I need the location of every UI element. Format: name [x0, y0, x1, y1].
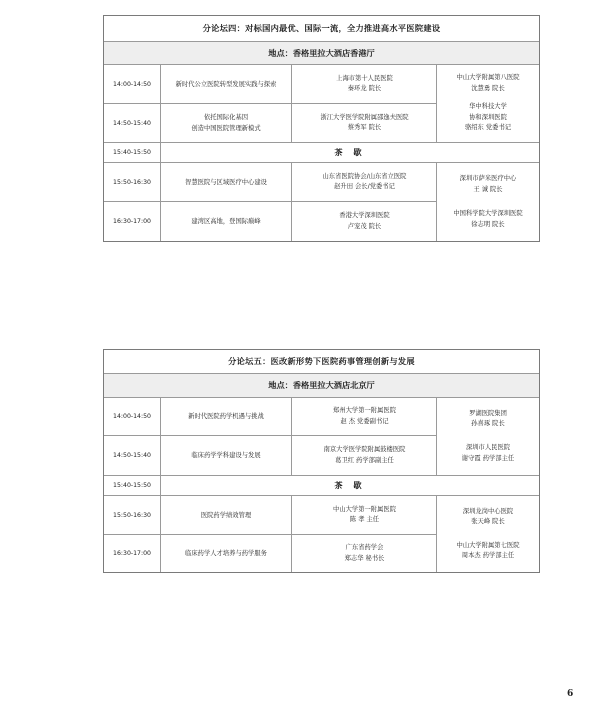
session-speaker: 中山大学附属第八医院 沈慧勇 院长: [456, 74, 520, 92]
forum5-pair2-left: [104, 496, 437, 572]
session-speaker: 罗湖医院集团 孙喜琢 院长: [469, 409, 507, 428]
forum5-venue-row: [104, 373, 539, 397]
forum4-session-pair-2: [104, 162, 539, 241]
forum4-pair1-left: [104, 65, 437, 142]
forum5-pair1-left: [104, 398, 437, 475]
forum4-pair2-left: [104, 163, 437, 241]
forum5-title-row: [104, 350, 539, 373]
session-speaker: 上海市第十人民医院 秦环龙 院长: [336, 74, 393, 92]
forum5-table: [103, 349, 540, 573]
session-time: 14:00-14:50: [104, 65, 161, 103]
session-time: 15:50-16:30: [104, 163, 161, 201]
forum5-session-pair-2: [104, 495, 539, 572]
session-speaker: 香港大学深圳医院 卢宠茂 院长: [339, 212, 390, 230]
break-time: 15:40-15:50: [104, 476, 161, 495]
forum4-table: [103, 15, 540, 242]
session-speaker: 郑州大学第一附属医院 赵 杰 党委副书记: [333, 407, 396, 425]
forum5-venue: 地点：香格里拉大酒店北京厅: [268, 380, 375, 390]
session-time: 15:50-16:30: [104, 496, 161, 534]
session-speaker: 深圳市萨米医疗中心 王 诚 院长: [459, 175, 517, 193]
forum4-title-row: [104, 16, 539, 41]
session-topic: 智慧医院与区域医疗中心建设: [161, 163, 292, 201]
forum5-pair2-right: [437, 496, 539, 572]
forum4-break-row: [104, 142, 539, 162]
session-time: 16:30-17:00: [104, 535, 161, 572]
session-topic: 新时代公立医院转型发展实践与探索: [161, 65, 292, 103]
session-time: 14:50-15:40: [104, 104, 161, 142]
session-topic: 临床药学学科建设与发展: [161, 436, 292, 475]
forum4-title: 分论坛四：对标国内最优、国际一流，全力推进高水平医院建设: [202, 23, 441, 33]
session-topic: 临床药学人才培养与药学服务: [161, 535, 292, 572]
session-speaker: 山东省医院协会/山东省立医院 赵升田 会长/党委书记: [322, 172, 407, 190]
session-topic: 医院药学绩效管理: [161, 496, 292, 534]
forum5-pair1-right: [437, 398, 539, 475]
session-speaker: 中山大学第一附属医院 陈 孝 主任: [333, 505, 396, 523]
session-speaker: 深圳龙岗中心医院 张天峰 院长: [462, 507, 514, 525]
table-row: [104, 398, 437, 435]
table-row: [104, 65, 437, 103]
forum5-break-row: [104, 475, 539, 495]
session-speaker: 南京大学医学院附属鼓楼医院 葛卫红 药学部副主任: [323, 446, 406, 464]
session-speaker: 深圳市人民医院 谢守霞 药学部主任: [461, 444, 515, 462]
table-row: [104, 435, 437, 475]
session-time: 14:00-14:50: [104, 398, 161, 435]
table-row: [104, 534, 437, 572]
forum4-venue: 地点：香格里拉大酒店香港厅: [268, 47, 375, 58]
session-speaker: 中国科学院大学深圳医院 徐志明 院长: [453, 210, 523, 228]
table-row: [104, 163, 437, 201]
forum4-pair1-right: [437, 65, 539, 142]
session-speaker: 中山大学附属第七医院 周本杰 药学部主任: [456, 541, 520, 559]
break-label: 茶 歇: [334, 480, 366, 490]
session-topic: 新时代医院药学机遇与挑战: [161, 398, 292, 435]
session-speaker: 浙江大学医学院附属邵逸夫医院 蔡秀军 院长: [320, 113, 409, 131]
forum4-pair2-right: [437, 163, 539, 241]
forum4-session-pair-1: [104, 64, 539, 142]
table-row: [104, 496, 437, 534]
break-label: 茶 歇: [334, 147, 366, 157]
table-row: [104, 201, 437, 241]
session-speaker: 广东省药学会 郑志华 秘书长: [344, 544, 385, 562]
forum5-session-pair-1: [104, 397, 539, 475]
page-number: 6: [567, 689, 574, 699]
session-time: 14:50-15:40: [104, 436, 161, 475]
session-speaker: 华中科技大学 协和深圳医院 骆绍东 党委书记: [464, 103, 512, 132]
forum5-title: 分论坛五：医改新形势下医院药事管理创新与发展: [228, 356, 415, 366]
forum4-venue-row: [104, 41, 539, 64]
session-topic: 建湾区高地，登国际巅峰: [161, 202, 292, 241]
break-time: 15:40-15:50: [104, 143, 161, 162]
session-topic: 依托国际化基因 创造中国医院管理新模式: [161, 104, 292, 142]
session-time: 16:30-17:00: [104, 202, 161, 241]
table-row: [104, 103, 437, 142]
